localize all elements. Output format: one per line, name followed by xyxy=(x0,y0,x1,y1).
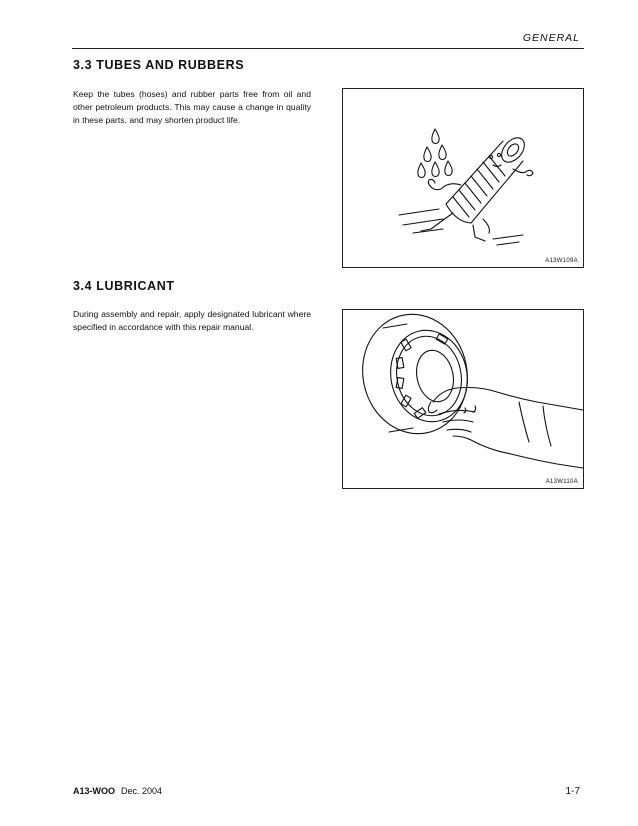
section-body-lubricant: During assembly and repair, apply designated lubricant where specified in accordance with this repair manual. xyxy=(73,309,311,332)
footer-date: Dec. 2004 xyxy=(121,786,163,796)
bearing-hand-drawing xyxy=(343,310,583,488)
running-head: GENERAL xyxy=(522,32,580,44)
figure-code-bearing: A13W110A xyxy=(545,479,578,485)
footer-document-info xyxy=(73,786,162,796)
footer-doc-code: A13-WOO xyxy=(73,786,116,796)
hose-oil-drops-drawing xyxy=(343,89,583,267)
figure-hose-illustration xyxy=(342,88,584,268)
section-body-tubes-and-rubbers: Keep the tubes (hoses) and rubber parts free from oil and other petroleum products. This may cause a change in quality in these parts, and may shorten product life. xyxy=(73,89,311,125)
section-title-lubricant: 3.4 LUBRICANT xyxy=(73,279,175,293)
footer-page-number: 1-7 xyxy=(565,786,580,797)
figure-code-hose: A13W109A xyxy=(545,258,578,264)
section-title-tubes-and-rubbers: 3.3 TUBES AND RUBBERS xyxy=(73,58,245,72)
figure-bearing-lubrication xyxy=(342,309,584,489)
header-rule xyxy=(72,48,584,49)
